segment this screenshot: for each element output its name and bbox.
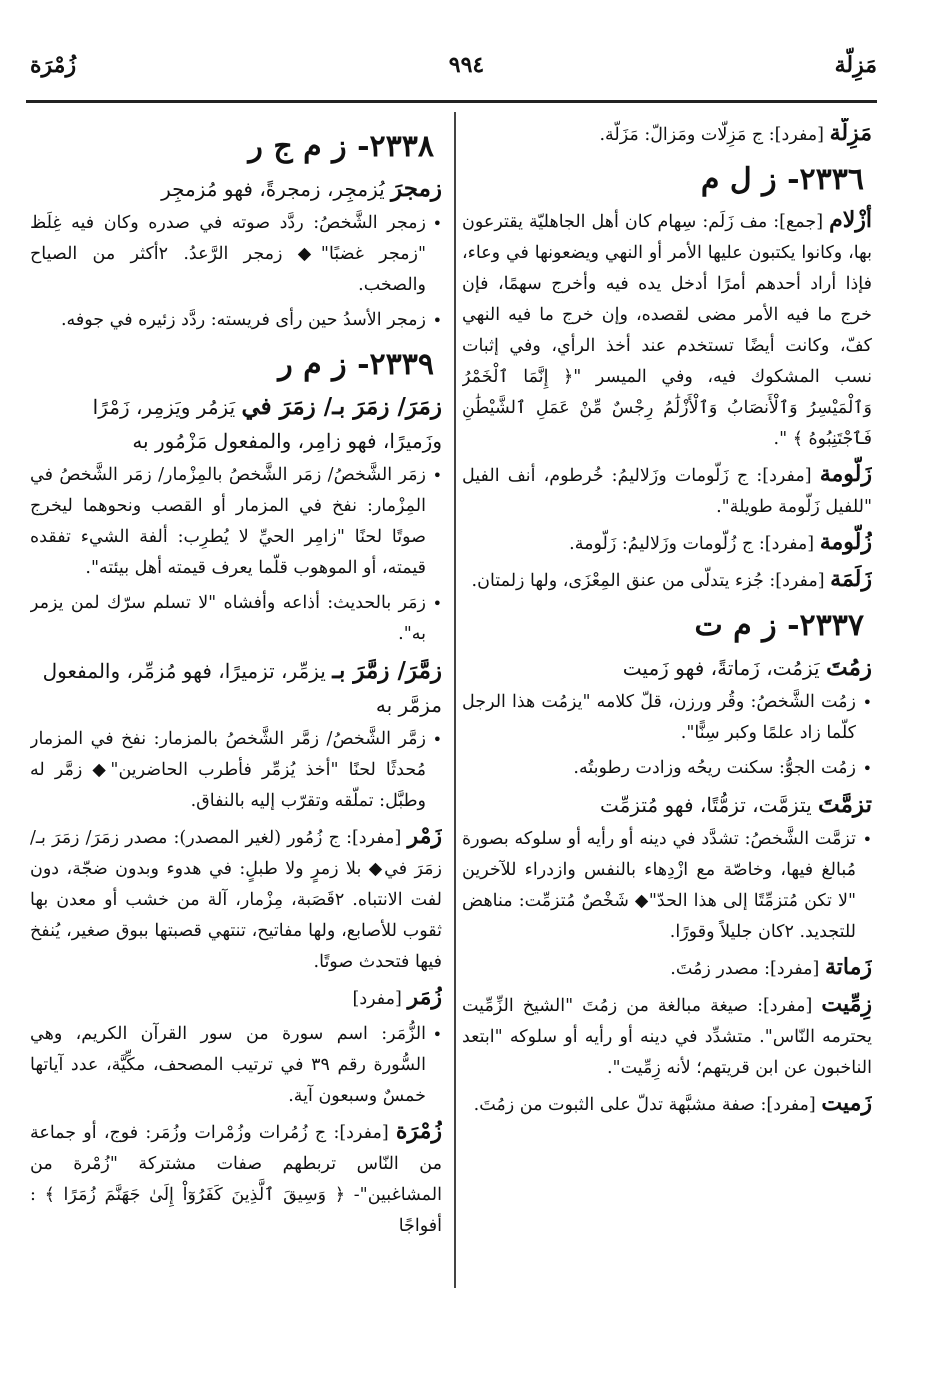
verb-forms: يتزمَّت، تزمُّتًا، فهو مُتزمِّت	[599, 793, 812, 817]
definition: ج زُمُرات وزُمْرات وزُمَر: فوج، أو جماعة من النّاس تربطهم صفات مشتركة "زُمْرة من المشاغبين"- ﴿ وَسِيقَ ٱلَّذِينَ كَفَرُوٓاْ إِلَىٰ جَهَنَّمَ زُمَرًا ﴾ : أفواجًا	[30, 1123, 442, 1236]
sense-item	[30, 460, 442, 584]
entry-mazilla	[462, 118, 872, 151]
entry-zumra	[30, 1116, 442, 1242]
part-of-speech: [جمع]:	[773, 212, 824, 232]
part-of-speech: [مفرد]:	[333, 1123, 389, 1143]
definition: صفة مشبَّهة تدلّ على الثبوت من زمُتَ.	[473, 1095, 755, 1115]
definition: ج زَلّومات وزَلاليمُ: خُرطوم، أنف الفيل "للفيل زَلّومة طويلة".	[462, 466, 872, 517]
header-last-word: زُمْرَة	[30, 52, 77, 78]
entry-zalama	[462, 564, 872, 597]
definition: صيغة مبالغة من زمُتَ "الشيخ الزِّمِّيت يحترمه النّاس". متشدِّد في دينه أو رأيه أو سلوكه "ابتعد الناخبون عن ابن قريتهم؛ لأنه زِمِّيت".	[462, 996, 872, 1078]
sense-text: زمَر بالحديث: أذاعه وأفشاه "لا تسلم سرّك لمن يزمر به".	[30, 593, 426, 644]
bullet-icon: •	[432, 594, 442, 613]
root-heading-2339: ٢٣٣٩- ز م ر	[278, 347, 434, 382]
sense-text: زمُت الجوُّ: سكنت ريحُه وزادت رطوبتُه.	[573, 758, 856, 778]
lemma: زُمَر	[407, 984, 442, 1010]
root-heading-2338: ٢٣٣٨- ز م ج ر	[248, 129, 434, 164]
bullet-icon: •	[862, 759, 872, 778]
left-column	[30, 118, 442, 1288]
entry-zamr	[30, 821, 442, 978]
sense-item	[30, 724, 442, 817]
lemma: زَميت	[821, 1090, 872, 1116]
entry-zumar	[30, 982, 442, 1015]
bullet-icon: •	[432, 311, 442, 330]
lemma: زَماتة	[824, 954, 872, 980]
lemma: زمُتَ	[825, 654, 872, 681]
verb-forms: يُزمجِر، زمجرةً، فهو مُزمجِر	[161, 177, 385, 201]
entry-zulluma	[462, 527, 872, 560]
sense-text: زمُت الشَّخصُ: وقُر ورزن، قلّ كلامه "يزمُت هذا الرجل كلّما زاد علمًا وكبر سِنًّا".	[462, 692, 856, 743]
sense-text: زمجر الأسدُ حين رأى فريسته: ردَّد زئيره في جوفه.	[60, 310, 426, 330]
part-of-speech: [مفرد]:	[758, 534, 815, 554]
page-number: ٩٩٤	[448, 52, 485, 78]
header-rule	[26, 100, 877, 103]
sense-text: تزمَّت الشَّخصُ: تشدَّد في دينه أو رأيه أو سلوكه بصورة مُبالغ فيها، وخاصّة مع ازْدِهاء بالنفس وازدراء للآخرين "لا تكن مُتزمِّتًا إلى هذا الحدّ"◆ شَخْصٌ مُتزمِّت: مناهض للتجديد. ٢كان جليلاً وقورًا.	[462, 829, 856, 942]
verb-head-zamuta	[462, 651, 872, 685]
verb-head-zamara	[30, 390, 442, 458]
header-first-word: مَزِلّة	[834, 52, 877, 78]
sense-item	[462, 824, 872, 948]
sense-item	[30, 588, 442, 650]
part-of-speech: [مفرد]:	[768, 125, 824, 145]
lemma: زَلَمَة	[830, 566, 872, 592]
sense-item	[30, 1019, 442, 1112]
lemma: زَمْر	[407, 823, 442, 849]
sense-text: زمجر الشَّخصُ: ردَّد صوته في صدره وكان فيه غِلَظ "زمجر غضبًا"◆ زمجر الرَّعدُ. ٢أكثر من الصياح والصخب.	[30, 213, 427, 295]
part-of-speech: [مفرد]:	[769, 571, 825, 591]
sense-text: الزُّمَر: اسم سورة من سور القرآن الكريم، وهي السُّورة رقم ٣٩ في ترتيب المصحف، مكِّيَّة، عدد آياتها خمسٌ وسبعون آية.	[30, 1024, 426, 1106]
part-of-speech: [مفرد]:	[346, 828, 402, 848]
column-divider	[454, 112, 456, 1288]
lemma: مَزِلّة	[829, 120, 872, 146]
lemma: أزْلام	[829, 207, 872, 233]
lemma: زمَّرَ/ زمَّرَ بـ	[332, 657, 442, 684]
lemma: زُمْرَة	[395, 1118, 442, 1144]
sense-item	[30, 305, 442, 336]
part-of-speech: [مفرد]	[352, 989, 402, 1009]
verb-forms: يَزمُت، زَماتةً، فهو زَميت	[622, 656, 820, 680]
bullet-icon: •	[432, 730, 442, 749]
entry-azlam	[462, 205, 872, 455]
bullet-icon: •	[432, 214, 442, 233]
verb-head-tazammata	[462, 788, 872, 822]
lemma: زِمِّيت	[821, 991, 872, 1017]
entry-zamit	[462, 1088, 872, 1121]
part-of-speech: [مفرد]:	[756, 466, 812, 486]
sense-text: زمَّر الشَّخصُ/ زمَّر الشَّخصُ بالمزمار: نفخ في المزمار مُحدثًا لحنًا "أخذ يُزمِّر فأطرب الحاضرين"◆ زمَّر له وطبَّل: تملّقه وتقرّب إليه بالنفاق.	[30, 729, 426, 811]
lemma: زَلّومة	[819, 461, 872, 487]
bullet-icon: •	[862, 830, 872, 849]
verb-head-zamjara	[30, 172, 442, 206]
part-of-speech: [مفرد]:	[764, 959, 820, 979]
lemma: زُلّومة	[819, 529, 872, 555]
lemma: زمَرَ/ زمَرَ بـ/ زمَرَ في	[241, 393, 442, 420]
part-of-speech: [مفرد]:	[760, 1095, 816, 1115]
part-of-speech: [مفرد]:	[757, 996, 813, 1016]
entry-zalloma	[462, 459, 872, 523]
verb-forms: يَزمُر ويَزمِر، زَمْرًا وزَميرًا، فهو زامِر، والمفعول مَزْمُور به	[92, 395, 442, 453]
lemma: تزمَّتَ	[818, 791, 872, 818]
root-heading-2336: ٢٣٣٦- ز ل م	[700, 162, 864, 197]
root-heading-2337: ٢٣٣٧- ز م ت	[694, 608, 864, 643]
right-column	[462, 118, 872, 1288]
page-header	[0, 0, 933, 100]
definition: ج زُلّومات وزَلاليمُ: زَلّومة.	[569, 534, 754, 554]
definition: ج مَزِلّات ومَزالّ: مَزَلّة.	[599, 125, 764, 145]
lemma: زمجرَ	[391, 175, 442, 202]
bullet-icon: •	[432, 1025, 442, 1044]
definition: مف زَلَم: سِهام كان أهل الجاهليّة يقترعون بها، وكانوا يكتبون عليها الأمر أو النهي ويضعونها في وعاء، فإذا أراد أحدهم أمرًا أدخل يده فيه وأخرج سهمًا، فإن خرج ما فيه الأمر مضى لقصده، وإن خرج ما فيه النهي كفّ، وكانت أيضًا تستخدم عند أخذ الرأي، وفي إثبات نسب المشكوك فيه، وفي الميسر "﴿ إِنَّمَا ٱلْخَمْرُ وَٱلْمَيْسِرُ وَٱلْأَنصَابُ وَٱلْأَزْلَٰمُ رِجْسٌ مِّنْ عَمَلِ ٱلشَّيْطَٰنِ فَٱجْتَنِبُوهُ ﴾ ".	[462, 212, 872, 449]
verb-forms: يزمِّر، تزميرًا، فهو مُزمِّر، والمفعول مزمَّر به	[42, 659, 442, 717]
definition: ج زُمُور (لغير المصدر): مصدر زمَرَ/ زمَرَ بـ/ زمَرَ في◆ بلا زمرٍ ولا طبلٍ: في هدوء وبدون ضجّة، دون لفت الانتباه. ٢قَصَبة، مِزْمار، آلة من خشب أو معدن بها ثقوب للأصابع، ولها مفاتيح، تنتهي قصبتها ببوق صغير، يُنفخ فيها فتحدث صوتًا.	[30, 828, 442, 972]
definition: جُزء يتدلّى من عنق المِعْزَى، ولها زلمتان.	[471, 571, 764, 591]
entry-zamata	[462, 952, 872, 985]
definition: مصدر زمُتَ.	[670, 959, 759, 979]
sense-item	[30, 208, 442, 301]
sense-text: زمَر الشَّخصُ/ زمَر الشَّخصُ بالمِزْمار/ زمَر الشَّخصُ في المِزْمار: نفخ في المزمار أو القصب ونحوهما ليخرج صوتًا لحنًا "زامِر الحيِّ لا يُطرِب: ألفة الشيء تفقده قيمته، أو الموهوب قلّما يعرف قيمته أهل بيئته".	[30, 465, 426, 578]
sense-item	[462, 687, 872, 749]
bullet-icon: •	[432, 466, 442, 485]
sense-item	[462, 753, 872, 784]
bullet-icon: •	[862, 693, 872, 712]
entry-zimmit	[462, 989, 872, 1084]
verb-head-zammara	[30, 654, 442, 722]
